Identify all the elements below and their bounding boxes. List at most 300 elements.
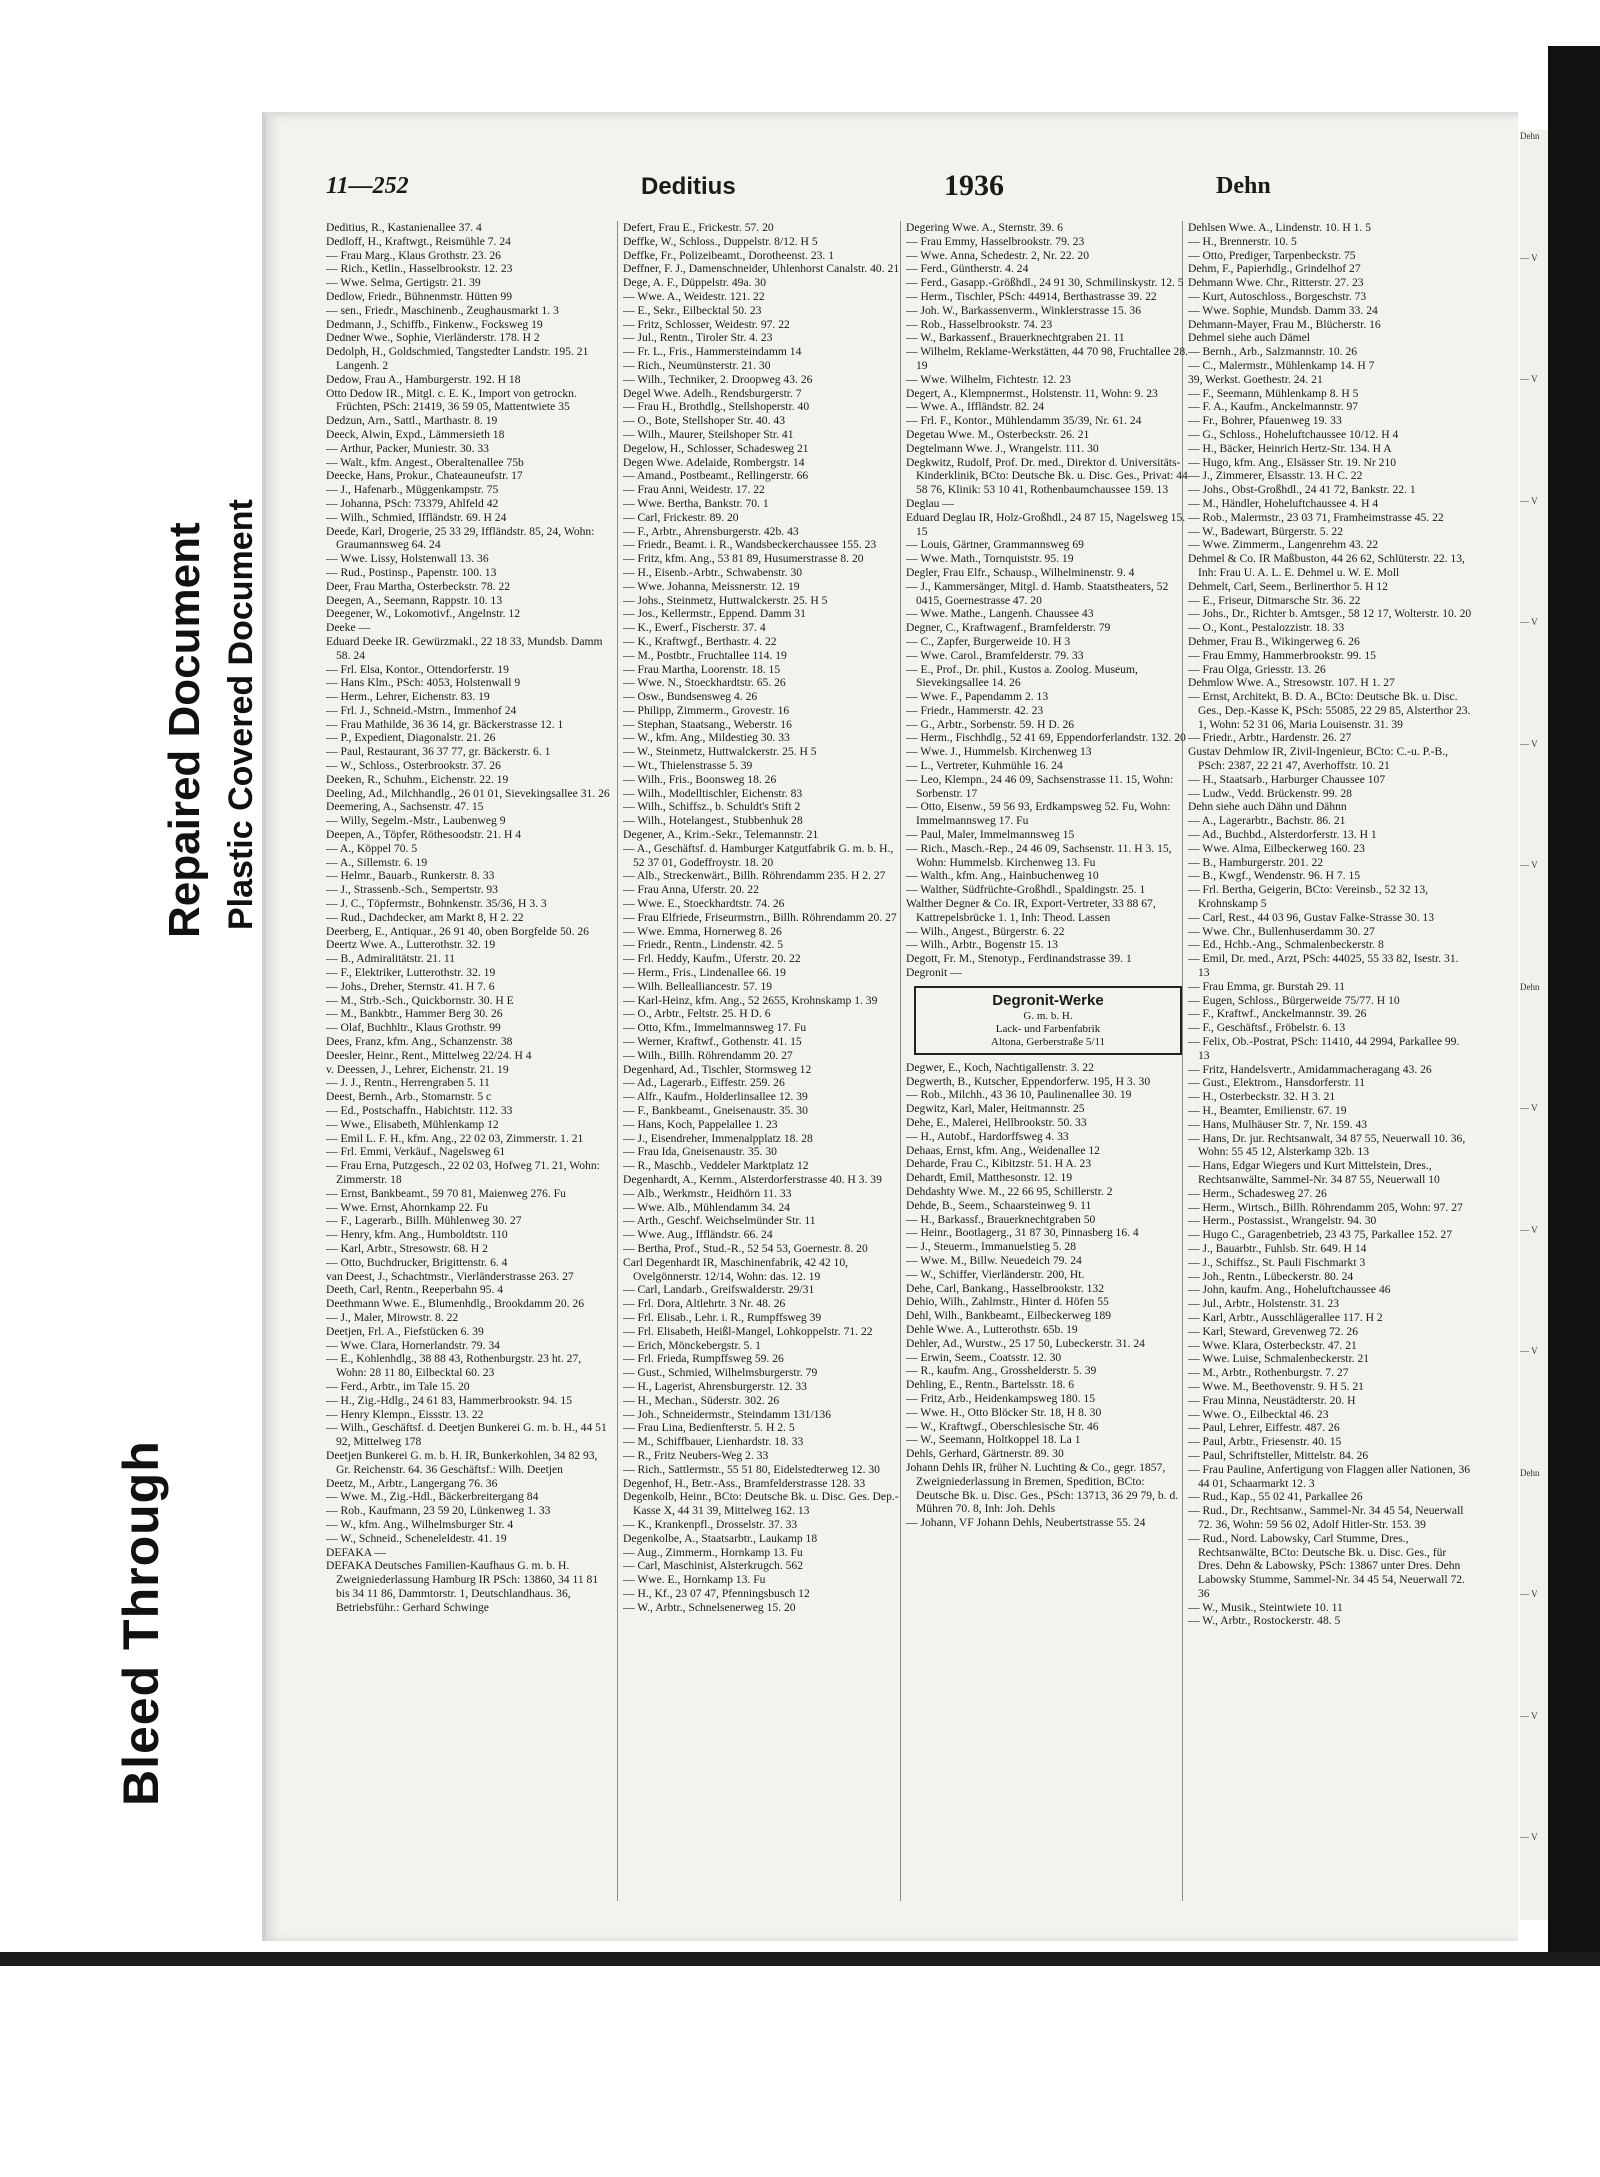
directory-entry: — M., Händler, Hoheluftchaussee 4. H 4 [1188,496,1379,510]
directory-entry: — Wwe. Ernst, Ahornkamp 22. Fu [326,1200,489,1214]
directory-entry: — Erwin, Seem., Coatsstr. 12. 30 [906,1350,1062,1364]
directory-entry: — Heinr., Bootlagerg., 31 87 30, Pinnasberg 16. 4 [906,1226,1139,1240]
directory-entry: — W., kfm. Ang., Wilhelmsburger Str. 4 [326,1517,514,1531]
directory-entry: — Johs., Obst-Großhdl., 24 41 72, Bankstr. 22. 1 [1188,483,1416,497]
directory-entry: Dehmer, Frau B., Wikingerweg 6. 26 [1188,634,1360,648]
directory-entry: Deglau — [906,496,954,510]
directory-entry: — Johanna, PSch: 73379, Ahlfeld 42 [326,496,499,510]
page-header [326,169,1496,213]
directory-entry: — Wwe. Luise, Schmalenbeckerstr. 21 [1188,1352,1370,1366]
directory-entry: — Frau Emmy, Hasselbrookstr. 79. 23 [906,234,1085,248]
directory-entry: — W., kfm. Ang., Mildestieg 30. 33 [623,731,790,745]
directory-entry: Dehn siehe auch Dähn und Dähnn [1188,800,1347,814]
directory-entry: — F., Geschäftsf., Fröbelstr. 6. 13 [1188,1021,1346,1035]
directory-entry: — Arthur, Packer, Muniestr. 30. 33 [326,441,489,455]
fragment-line: — V [1520,1589,1538,1599]
directory-entry: Eduard Deglau IR, Holz-Großhdl., 24 87 15, Nagelsweg 15. 15 [906,510,1186,538]
directory-entry: — Frau Ida, Gneisenaustr. 35. 30 [623,1145,777,1159]
fragment-line: — V [1520,738,1538,749]
directory-entry: — Fritz, Arb., Heidenkampsweg 180. 15 [906,1391,1096,1405]
directory-entry: — J., Bauarbtr., Fuhlsb. Str. 649. H 14 [1188,1241,1367,1255]
directory-entry: — Leo, Klempn., 24 46 09, Sachsenstrasse 11. 15, Wohn: Sorbenstr. 17 [906,772,1174,800]
directory-entry: Dehl, Wilh., Bankbeamt., Eilbeckerweg 189 [906,1309,1112,1323]
directory-entry: — H., Barkassf., Brauerknechtgraben 50 [906,1212,1096,1226]
directory-entry: — Frau Erna, Putzgesch., 22 02 03, Hofweg 71. 21, Wohn: Zimmerstr. 18 [326,1159,600,1186]
directory-entry: Deetz, M., Arbtr., Langergang 76. 36 [326,1476,498,1490]
directory-entry: — Fr., Bohrer, Pfauenweg 19. 33 [1188,414,1342,428]
directory-entry: — Herm., Schadesweg 27. 26 [1188,1186,1327,1200]
directory-entry: — W., Schneid., Scheneleldestr. 41. 19 [326,1531,507,1545]
directory-entry: — Wilh., Arbtr., Bogenstr 15. 13 [906,938,1058,952]
directory-entry: — Osw., Bundsensweg 4. 26 [623,690,758,704]
directory-entry: — Herm., Fischhdlg., 52 41 69, Eppendorferlandstr. 132. 20 [906,731,1186,745]
directory-entry: — G., Schloss., Hoheluftchaussee 10/12. H 4 [1188,427,1399,441]
directory-entry: — Frl. F., Kontor., Mühlendamm 35/39, Nr. 61. 24 [906,414,1142,428]
directory-entry: — Wwe. Wilhelm, Fichtestr. 12. 23 [906,372,1071,386]
directory-entry: Deepen, A., Töpfer, Röthesoodstr. 21. H 4 [326,828,522,842]
directory-entry: Dehaas, Ernst, kfm. Ang., Weidenallee 12 [906,1143,1100,1157]
directory-entry: — O., Bote, Stellshoper Str. 40. 43 [623,414,785,428]
directory-entry: — Wilh., Billh. Röhrendamm 20. 27 [623,1048,793,1062]
directory-entry: — Herm., Fris., Lindenallee 66. 19 [623,966,786,980]
directory-entry: Deeken, R., Schuhm., Eichenstr. 22. 19 [326,772,509,786]
bleed-through-label: Bleed Through [113,1440,169,1806]
directory-entry: — Frl. Frieda, Rumpffsweg 59. 26 [623,1352,784,1366]
directory-entry: — W., Badewart, Bürgerstr. 5. 22 [1188,524,1343,538]
directory-entry: — Philipp, Zimmerm., Grovestr. 16 [623,703,790,717]
fragment-line: — V [1520,1710,1538,1721]
directory-entry: — O., Kont., Pestalozzistr. 18. 33 [1188,621,1345,635]
directory-entry: — Gust., Schmied, Wilhelmsburgerstr. 79 [623,1366,818,1380]
directory-entry: Deeling, Ad., Milchhandlg., 26 01 01, Sievekingsallee 31. 26 [326,786,610,800]
directory-entry: Degen Wwe. Adelaide, Rombergstr. 14 [623,455,805,469]
fragment-line: Dehn [1520,1467,1540,1478]
directory-entry: — Herm., Wirtsch., Billh. Röhrendamm 205, Wohn: 97. 27 [1188,1200,1463,1214]
directory-entry: — Wwe. Klara, Osterbeckstr. 47. 21 [1188,1338,1357,1352]
directory-entry: Deerberg, E., Antiquar., 26 91 40, oben Borgfelde 50. 26 [326,924,589,938]
directory-entry: — Wilh., Techniker, 2. Droopweg 43. 26 [623,372,813,386]
ad-title: Degronit-Werke [992,991,1104,1009]
directory-entry: — Ernst, Architekt, B. D. A., BCto: Deutsche Bk. u. Disc. Ges., Dep.-Kasse K, PSch: 55085, 22 29 85, Alsterthor 23. 1, Wohn: 52 31 06, Maria Louisenstr. 31. 39 [1188,690,1471,731]
directory-entry: — A., Sillemstr. 6. 19 [326,855,428,869]
directory-entry: — M., Postbtr., Fruchtallee 114. 19 [623,648,787,662]
directory-entry: Deede, Karl, Drogerie, 25 33 29, Iffländstr. 85, 24, Wohn: Graumannsweg 64. 24 [326,524,595,552]
directory-entry: — Otto, Buchdrucker, Brigittenstr. 6. 4 [326,1255,508,1269]
directory-entry: — Rob., Hasselbrookstr. 74. 23 [906,317,1053,331]
directory-column-1 [326,221,610,1901]
directory-entry: — Rud., Postinsp., Papenstr. 100. 13 [326,565,497,579]
directory-entry: — Henry, kfm. Ang., Humboldtstr. 110 [326,1228,508,1242]
adjacent-page-edge [1548,46,1600,1952]
directory-entry: — K., Kraftwgf., Berthastr. 4. 22 [623,634,777,648]
directory-entry: — Wwe. J., Hummelsb. Kirchenweg 13 [906,745,1092,759]
directory-entry: — Frl. Elisab., Lehr. i. R., Rumpffsweg 39 [623,1310,822,1324]
fragment-line: — V [1520,860,1538,870]
directory-entry: — Rob., Kaufmann, 23 59 20, Lünkenweg 1. 33 [326,1504,551,1518]
directory-entry: — Joh., Rentn., Lübeckerstr. 80. 24 [1188,1269,1354,1283]
directory-entry: — Walt., kfm. Angest., Oberaltenallee 75b [326,455,524,469]
directory-entry: — Frl. Elisabeth, Heißl-Mangel, Lohkoppelstr. 71. 22 [623,1324,873,1338]
fragment-line: — V [1520,374,1538,384]
directory-entry: — B., Hamburgerstr. 201. 22 [1188,855,1324,869]
directory-entry: — H., Lagerist, Ahrensburgerstr. 12. 33 [623,1379,807,1393]
directory-entry: — Wilh. Bellealliancestr. 57. 19 [623,979,773,993]
page-number: 11—252 [326,173,409,199]
directory-entry: — Wwe. Bertha, Bankstr. 70. 1 [623,496,769,510]
directory-entry: — Amand., Postbeamt., Rellingerstr. 66 [623,469,809,483]
directory-entry: Dehmann Wwe. Chr., Ritterstr. 27. 23 [1188,276,1364,290]
directory-entry: — Stephan, Staatsang., Weberstr. 16 [623,717,792,731]
directory-entry: — W., Steinmetz, Huttwalckerstr. 25. H 5 [623,745,817,759]
directory-entry: — Wwe. A., Weidestr. 121. 22 [623,289,765,303]
directory-entry: — Kurt, Autoschloss., Borgeschstr. 73 [1188,289,1367,303]
directory-entry: — Jos., Kellermstr., Eppend. Damm 31 [623,607,806,621]
directory-entry: — Johs., Dr., Richter b. Amtsger., 58 12 17, Wolterstr. 10. 20 [1188,607,1472,621]
directory-entry: Deetjen, Frl. A., Fiefstücken 6. 39 [326,1324,484,1338]
directory-entry: — Fritz, Schlosser, Weidestr. 97. 22 [623,317,790,331]
directory-entry: DEFAKA Deutsches Familien-Kaufhaus G. m. b. H. Zweigniederlassung Hamburg IR PSch: 13860, 34 11 81 bis 34 11 86, Dammtorstr. 1, Deutschlandhaus. 36, Betriebsführ.: Gerhard Schwinge [326,1559,599,1614]
directory-entry: Deetjen Bunkerei G. m. b. H. IR, Bunkerkohlen, 34 82 93, Gr. Reichenstr. 64. 36 Geschäftsf.: Wilh. Deetjen [326,1448,598,1476]
directory-entry: — J. J., Rentn., Herrengraben 5. 11 [326,1076,490,1090]
directory-entry: — R., kaufm. Ang., Grosshelderstr. 5. 39 [906,1364,1097,1378]
directory-entry: — Wwe. E., Stoeckhardtstr. 74. 26 [623,897,785,911]
directory-entry: — Alb., Streckenwärt., Billh. Röhrendamm 235. H 2. 27 [623,869,886,883]
directory-entry: — Frau Pauline, Anfertigung von Flaggen aller Nationen, 36 44 01, Schaarmarkt 12. 3 [1188,1462,1471,1490]
directory-entry: Deeth, Carl, Rentn., Reeperbahn 95. 4 [326,1283,504,1297]
directory-entry: Dehle Wwe. A., Lutterothstr. 65b. 19 [906,1322,1078,1336]
directory-entry: Deethmann Wwe. E., Blumenhdlg., Brookdamm 20. 26 [326,1297,585,1311]
directory-entry: — Wwe., Elisabeth, Mühlenkamp 12 [326,1117,499,1131]
directory-entry: — Wilh., Maurer, Steilshoper Str. 41 [623,427,794,441]
directory-entry: Dedloff, H., Kraftwgt., Reismühle 7. 24 [326,234,511,248]
directory-entry: Gustav Dehmlow IR, Zivil-Ingenieur, BCto: C.-u. P.-B., PSch: 2387, 22 21 47, Averhoffstr. 10. 21 [1188,745,1449,773]
directory-entry: — Frau Elfriede, Friseurmstrn., Billh. Röhrendamm 20. 27 [623,910,897,924]
directory-entry: — J., Maler, Mirowstr. 8. 22 [326,1310,459,1324]
directory-entry: Dehmelt, Carl, Seem., Berlinerthor 5. H 12 [1188,579,1388,593]
directory-entry: — Wwe. M., Billw. Neuedeich 79. 24 [906,1253,1082,1267]
directory-entry: — Frau Marg., Klaus Grothstr. 23. 26 [326,248,501,262]
directory-entry: Dehmel & Co. IR Maßbuston, 44 26 62, Schlüterstr. 22. 13, Inh: Frau U. A. L. E. Dehmel u. W. E. Moll [1188,552,1465,579]
directory-entry: — Herm., Tischler, PSch: 44914, Berthastrasse 39. 22 [906,289,1157,303]
directory-entry: Degenkolbe, A., Staatsarbtr., Laukamp 18 [623,1531,818,1545]
directory-entry: — Friedr., Beamt. i. R., Wandsbeckerchaussee 155. 23 [623,538,877,552]
directory-entry: Deffke, W., Schloss., Duppelstr. 8/12. H 5 [623,234,818,248]
directory-entry: — F., Seemann, Mühlenkamp 8. H 5 [1188,386,1359,400]
directory-entry: — Rich., Masch.-Rep., 24 46 09, Sachsenstr. 11. H 3. 15, Wohn: Hummelsb. Kirchenweg 13. Fu [906,841,1172,869]
directory-entry: Degenkolb, Heinr., BCto: Deutsche Bk. u. Disc. Ges. Dep.-Kasse X, 44 31 39, Mittelweg 162. 13 [623,1490,899,1518]
directory-entry: — Rob., Milchh., 43 36 10, Paulinenallee 30. 19 [906,1088,1132,1102]
directory-entry: — M., Bankbtr., Hammer Berg 30. 26 [326,1007,503,1021]
directory-entry: — Gust., Elektrom., Hansdorferstr. 11 [1188,1076,1365,1090]
directory-entry: — Jul., Arbtr., Holstenstr. 31. 23 [1188,1297,1340,1311]
directory-entry: — Emil, Dr. med., Arzt, PSch: 44025, 55 33 82, Isestr. 31. 13 [1188,952,1459,980]
directory-entry: — Paul, Maler, Immelmannsweg 15 [906,828,1075,842]
directory-entry: — Karl, Steward, Grevenweg 72. 26 [1188,1324,1358,1338]
directory-entry: — Carl, Frickestr. 89. 20 [623,510,739,524]
directory-entry: — Friedr., Rentn., Lindenstr. 42. 5 [623,938,784,952]
directory-entry: — Rich., Neumünsterstr. 21. 30 [623,358,771,372]
directory-entry: — Wwe. Alb., Mühlendamm 34. 24 [623,1200,790,1214]
directory-entry: — Paul, Restaurant, 36 37 77, gr. Bäckerstr. 6. 1 [326,745,551,759]
directory-entry: — H., Beamter, Emilienstr. 67. 19 [1188,1104,1347,1117]
directory-entry: — Jul., Rentn., Tiroler Str. 4. 23 [623,331,773,345]
degronit-advertisement [914,986,1182,1055]
directory-entry: — Erich, Mönckebergstr. 5. 1 [623,1338,761,1352]
directory-entry: — Wilh., Schiffsz., b. Schuldt's Stift 2 [623,800,801,814]
directory-entry: v. Deessen, J., Lehrer, Eichenstr. 21. 19 [326,1062,509,1076]
directory-entry: — H., Autobf., Hardorffsweg 4. 33 [906,1129,1069,1143]
directory-entry: Degwitz, Karl, Maler, Heitmannstr. 25 [906,1102,1085,1116]
directory-entry: — John, kaufm. Ang., Hoheluftchaussee 46 [1188,1283,1391,1297]
directory-entry: — Emil L. F. H., kfm. Ang., 22 02 03, Zimmerstr. 1. 21 [326,1131,584,1145]
directory-entry: — Carl, Landarb., Greifswalderstr. 29/31 [623,1283,815,1297]
directory-entry: — M., Schiffbauer, Lienhardstr. 18. 33 [623,1435,804,1449]
directory-entry: — Wwe. O., Eilbecktal 46. 23 [1188,1407,1329,1421]
directory-entry: — Hans, Dr. jur. Rechtsanwalt, 34 87 55, Neuerwall 10. 36, Wohn: 55 45 12, Alsterkamp 32b. 13 [1188,1131,1466,1159]
directory-entry: — Joh., Schneidermstr., Steindamm 131/136 [623,1407,832,1421]
directory-entry: — J., Strassenb.-Sch., Sempertstr. 93 [326,883,498,897]
directory-entry: — H., Kf., 23 07 47, Pfenningsbusch 12 [623,1586,810,1600]
directory-entry: DEFAKA — [326,1545,387,1559]
directory-entry: — Arth., Geschf. Weichselmünder Str. 11 [623,1214,816,1228]
fragment-line: — V [1520,1832,1538,1842]
directory-entry: — Frau Martha, Loorenstr. 18. 15 [623,662,781,676]
directory-entry: Degner, C., Kraftwagenf., Bramfelderstr. 79 [906,621,1111,635]
directory-entry: — Rud., Nord. Labowsky, Carl Stumme, Dres., Rechtsanwälte, BCto: Deutsche Bk. u. Disc. Ges., für Dres. Dehn & Labowsky, PSch: 13867 unter Dres. Dehn Labowsky Stumme, Sammel-Nr. 34 45 54, Neuerwall 72. 36 [1188,1531,1465,1600]
directory-entry: — Wwe. Emma, Hornerweg 8. 26 [623,924,782,938]
directory-entry: Dehmel siehe auch Dämel [1188,331,1311,345]
ad-subtitle: G. m. b. H. [1023,1009,1073,1022]
directory-entry: — Paul, Arbtr., Friesenstr. 40. 15 [1188,1435,1342,1449]
directory-entry: — Otto, Eisenw., 59 56 93, Erdkampsweg 52. Fu, Wohn: Immelmannsweg 17. Fu [906,800,1171,828]
directory-entry: — Alb., Werkmstr., Heidhörn 11. 33 [623,1186,792,1200]
directory-entry: Dehdashty Wwe. M., 22 66 95, Schillerstr. 2 [906,1185,1113,1198]
directory-entry: — Fr. L., Fris., Hammersteindamm 14 [623,345,802,359]
directory-entry: — W., Seemann, Holtkoppel 18. La 1 [906,1433,1081,1447]
directory-entry: — F., Lagerarb., Billh. Mühlenweg 30. 27 [326,1214,522,1228]
directory-entry: — Frau H., Brothdlg., Stellshoperstr. 40 [623,400,810,414]
directory-entry: — Friedr., Hammerstr. 42. 23 [906,703,1044,717]
directory-entry: Dehling, E., Rentn., Bartelsstr. 18. 6 [906,1378,1075,1392]
directory-entry: Dehler, Ad., Wurstw., 25 17 50, Lubeckerstr. 31. 24 [906,1336,1145,1350]
directory-entry: Dedzun, Arn., Sattl., Marthastr. 8. 19 [326,414,498,428]
directory-entry: — Wilh., Schmied, Iffländstr. 69. H 24 [326,510,507,524]
directory-entry: van Deest, J., Schachtmstr., Vierländerstrasse 263. 27 [326,1269,574,1283]
directory-entry: — C., Zapfer, Burgerweide 10. H 3 [906,634,1071,648]
directory-entry: 39, Werkst. Goethestr. 24. 21 [1188,372,1323,386]
directory-entry: — Frau Minna, Neustädterstr. 20. H [1188,1393,1356,1407]
directory-entry: — J., Steuerm., Immanuelstieg 5. 28 [906,1240,1077,1254]
directory-entry: Dedolph, H., Goldschmied, Tangstedter Landstr. 195. 21 Langenh. 2 [326,345,589,372]
directory-entry: — Herm., Postassist., Wrangelstr. 94. 30 [1188,1214,1377,1228]
directory-entry: — A., Köppel 70. 5 [326,841,418,855]
directory-entry: — Joh. W., Barkassenverm., Winklerstrasse 15. 36 [906,303,1142,317]
directory-entry: Otto Dedow IR., Mitgl. c. E. K., Import von getrockn. Früchten, PSch: 21419, 36 59 05, Mattentwiete 35 [326,386,577,414]
directory-entry: — Walth., kfm. Ang., Hainbuchenweg 10 [906,869,1099,883]
directory-entry: — J., Schiffsz., St. Pauli Fischmarkt 3 [1188,1255,1366,1269]
directory-entry: Degel Wwe. Adelh., Rendsburgerstr. 7 [623,386,802,400]
directory-entry: — Wwe. Alma, Eilbeckerweg 160. 23 [1188,841,1365,855]
next-page-fragment [1520,130,1548,1920]
fragment-line: Dehn [1520,131,1540,141]
directory-entry: — Wwe. Aug., Iffländstr. 66. 24 [623,1228,773,1242]
directory-entry: — Wwe. E., Hornkamp 13. Fu [623,1573,766,1587]
directory-entry: — Wwe. Math., Tornquiststr. 95. 19 [906,552,1074,566]
directory-entry: — A., Lagerarbtr., Bachstr. 86. 21 [1188,814,1346,828]
directory-entry: — Otto, Prediger, Tarpenbeckstr. 75 [1188,248,1356,262]
directory-entry: — Frl. Elsa, Kontor., Ottendorferstr. 19 [326,662,509,676]
directory-entry: — R., Maschb., Veddeler Marktplatz 12 [623,1159,809,1173]
header-left-word: Deditius [641,173,736,200]
directory-entry: — F., Arbtr., Ahrensburgerstr. 42b. 43 [623,524,799,538]
directory-entry: — Ad., Buchbd., Alsterdorferstr. 13. H 1 [1188,828,1377,842]
directory-entry: — Wwe. M., Beethovenstr. 9. H 5. 21 [1188,1379,1364,1393]
directory-entry: — Friedr., Arbtr., Hardenstr. 26. 27 [1188,731,1352,745]
directory-entry: — K., Ewerf., Fischerstr. 37. 4 [623,621,766,635]
directory-entry: Dehmann-Mayer, Frau M., Blücherstr. 16 [1188,317,1381,331]
directory-entry: — E., Kohlenhdlg., 38 88 43, Rothenburgstr. 23 ht. 27, Wohn: 28 11 80, Eilbecktal 60. 23 [326,1352,582,1380]
fragment-line: — V [1520,1224,1538,1235]
directory-column-3 [906,221,1190,1901]
directory-entry: — sen., Friedr., Maschinenb., Zeughausmarkt 1. 3 [326,303,559,317]
directory-entry: — Wilh., Fris., Boonsweg 18. 26 [623,772,777,786]
directory-entry: — Wilh., Modelltischler, Eichenstr. 83 [623,786,803,800]
directory-entry: — Frl. J., Schneid.-Mstrn., Immenhof 24 [326,703,517,717]
header-right-word: Dehn [1216,173,1271,199]
directory-entry: — Otto, Kfm., Immelmannsweg 17. Fu [623,1021,807,1035]
directory-entry: — O., Arbtr., Feltstr. 25. H D. 6 [623,1007,771,1021]
directory-entry: Degelow, H., Schlosser, Schadesweg 21 [623,441,809,455]
directory-entry: — Olaf, Buchhltr., Klaus Grothstr. 99 [326,1021,501,1035]
directory-entry: — Frau Anna, Uferstr. 20. 22 [623,883,759,897]
directory-entry: — Rud., Dr., Rechtsanw., Sammel-Nr. 34 45 54, Neuerwall 72. 36, Wohn: 59 56 02, Adolf Hitler-Str. 153. 39 [1188,1504,1464,1531]
fragment-line: — V [1520,252,1538,263]
directory-entry: — Fritz, Handelsvertr., Amidammacheragang 43. 26 [1188,1062,1432,1076]
directory-entry: Dehlsen Wwe. A., Lindenstr. 10. H 1. 5 [1188,221,1372,234]
directory-entry: Dedow, Frau A., Hamburgerstr. 192. H 18 [326,372,521,386]
directory-entry: — Wwe. Mathe., Langenh. Chaussee 43 [906,607,1094,621]
directory-entry: Deditius, R., Kastanienallee 37. 4 [326,221,482,234]
directory-entry: Dege, A. F., Düppelstr. 49a. 30 [623,276,767,290]
directory-entry: — J., Zimmerer, Elsasstr. 13. H C. 22 [1188,469,1363,483]
directory-entry: — Ludw., Vedd. Brückenstr. 99. 28 [1188,786,1352,800]
directory-entry: Dehe, Carl, Bankang., Hasselbrookstr. 132 [906,1281,1105,1295]
directory-entry: — R., Fritz Neubers-Weg 2. 33 [623,1448,769,1462]
directory-entry: — Helmr., Bauarb., Runkerstr. 8. 33 [326,869,495,883]
directory-entry: — Wwe. Zimmerm., Langenrehm 43. 22 [1188,538,1379,552]
directory-entry: Johann Dehls IR, früher N. Luchting & Co., gegr. 1857, Zweigniederlassung in Bremen, Spedition, BCto: Deutsche Bk. u. Disc. Ges., PSch: 13713, 36 29 79, b. d. Mühren 70. 8, Inh: Joh. Dehls [906,1460,1179,1516]
directory-entry: — W., Arbtr., Schnelsenerweg 15. 20 [623,1600,796,1614]
directory-entry: — Hans Klm., PSch: 4053, Holstenwall 9 [326,676,521,690]
header-year: 1936 [944,169,1004,202]
directory-entry: — Ed., Postschaffn., Habichtstr. 112. 33 [326,1104,513,1117]
directory-entry: Degler, Frau Elfr., Schausp., Wilhelminenstr. 9. 4 [906,565,1135,579]
repaired-document-label: Repaired Document [160,522,209,938]
directory-entry: — Carl, Rest., 44 03 96, Gustav Falke-Strasse 30. 13 [1188,910,1435,924]
directory-entry: — Wwe. Lissy, Holstenwall 13. 36 [326,552,489,566]
directory-entry: — Wwe. Selma, Gertigstr. 21. 39 [326,276,481,290]
directory-entry: — W., Barkassenf., Brauerknechtgraben 21. 11 [906,331,1125,345]
directory-entry: Dedlow, Friedr., Bühnenmstr. Hütten 99 [326,289,513,303]
directory-entry: — Wwe. M., Zig.-Hdl., Bäckerbreitergang 84 [326,1490,539,1504]
directory-entry: Dehio, Wilh., Zahlmstr., Hinter d. Höfen 55 [906,1295,1109,1309]
directory-entry: — Frau Emma, gr. Burstah 29. 11 [1188,979,1346,993]
directory-entry: — Hugo, kfm. Ang., Elsässer Str. 19. Nr 210 [1188,455,1397,469]
directory-entry: Carl Degenhardt IR, Maschinenfabrik, 42 42 10, Ovelgönnerstr. 12/14, Wohn: das. 12. 19 [623,1255,849,1283]
directory-entry: — Wilh., Geschäftsf. d. Deetjen Bunkerei G. m. b. H., 44 51 92, Mittelweg 178 [326,1421,607,1449]
directory-entry: — H., Mechan., Süderstr. 302. 26 [623,1393,780,1407]
directory-entry: Degott, Fr. M., Stenotyp., Ferdinandstrasse 39. 1 [906,952,1132,966]
directory-entry: Deegen, A., Seemann, Rappstr. 10. 13 [326,593,503,607]
directory-entry: — Wwe. A., Iffländstr. 82. 24 [906,400,1045,414]
directory-entry: Degwer, E., Koch, Nachtigallenstr. 3. 22 [906,1060,1094,1074]
directory-column-4 [1188,221,1472,1901]
directory-entry: — F., Bankbeamt., Gneisenaustr. 35. 30 [623,1104,808,1117]
directory-entry: — Wilh., Hotelangest., Stubbenhuk 28 [623,814,803,828]
directory-entry: Deeck, Alwin, Expd., Lämmersieth 18 [326,427,505,441]
fragment-line: — V [1520,1103,1538,1113]
directory-entry: — Johs., Steinmetz, Huttwalckerstr. 25. H 5 [623,593,828,607]
directory-entry: — Frau Anni, Weidestr. 17. 22 [623,483,765,497]
directory-entry: — Wwe. Johanna, Meissnerstr. 12. 19 [623,579,800,593]
directory-entry: — H., Zig.-Hdlg., 24 61 83, Hammerbrookstr. 94. 15 [326,1393,573,1407]
directory-entry: — H., Osterbeckstr. 32. H 3. 21 [1188,1090,1336,1104]
directory-entry: Dehe, E., Malerei, Hellbrookstr. 50. 33 [906,1116,1087,1130]
directory-entry: — Frau Emmy, Hammerbrookstr. 99. 15 [1188,648,1376,662]
directory-entry: — Carl, Maschinist, Alsterkrugch. 562 [623,1559,804,1573]
directory-entry: — Frl. Emmi, Verkäuf., Nagelsweg 61 [326,1145,506,1159]
directory-entry: — Werner, Kraftwf., Gothenstr. 41. 15 [623,1035,802,1049]
directory-entry: Dees, Franz, kfm. Ang., Schanzenstr. 38 [326,1035,513,1049]
directory-entry: Degering Wwe. A., Sternstr. 39. 6 [906,221,1063,234]
directory-entry: — Henry Klempn., Eissstr. 13. 22 [326,1407,484,1421]
directory-entry: — B., Admiralitätstr. 21. 11 [326,952,456,966]
directory-entry: — J. C., Töpfermstr., Bohnkenstr. 35/36, H 3. 3 [326,897,547,911]
directory-entry: — J., Eisendreher, Immenalpplatz 18. 28 [623,1131,813,1145]
column-divider [617,221,618,1901]
directory-entry: — Eugen, Schloss., Bürgerweide 75/77. H 10 [1188,993,1400,1007]
directory-entry: Degert, A., Klempnermst., Holstenstr. 11, Wohn: 9. 23 [906,386,1158,400]
directory-entry: Degkwitz, Rudolf, Prof. Dr. med., Direktor d. Universitäts-Kinderklinik, BCto: Deutsche Bk. u. Disc. Ges., Privat: 44 58 76, Klinik: 53 10 41, Rothenbaumchaussee 159. 13 [906,455,1188,497]
directory-entry: — Ferd., Arbtr., im Tale 15. 20 [326,1379,470,1393]
directory-entry: — C., Malermstr., Mühlenkamp 14. H 7 [1188,358,1375,372]
directory-entry: — Ferd., Güntherstr. 4. 24 [906,262,1029,276]
fragment-line: Dehn [1520,981,1540,992]
directory-entry: — Frau Olga, Griesstr. 13. 26 [1188,662,1326,676]
directory-entry: — Wwe. N., Stoeckhardtstr. 65. 26 [623,676,786,690]
directory-entry: — W., Schloss., Osterbrookstr. 37. 26 [326,759,501,773]
directory-entry: — B., Kwgf., Wendenstr. 96. H 7. 15 [1188,869,1361,883]
directory-entry: — W., Schiffer, Vierländerstr. 200, Ht. [906,1267,1085,1281]
directory-entry: — Frl. Dora, Altlehrtr. 3 Nr. 48. 26 [623,1297,786,1311]
directory-entry: — Wilh., Angest., Bürgerstr. 6. 22 [906,924,1065,938]
directory-entry: Dehardt, Emil, Matthesonstr. 12. 19 [906,1171,1073,1185]
directory-entry: — Wwe. H., Otto Blöcker Str. 18, H 8. 30 [906,1405,1102,1419]
directory-entry: — Felix, Ob.-Postrat, PSch: 11410, 44 2994, Parkallee 99. 13 [1188,1035,1460,1062]
directory-entry: — E., Prof., Dr. phil., Kustos a. Zoolog. Museum, Sievekingsallee 14. 26 [906,662,1138,690]
directory-entry: — Hugo C., Garagenbetrieb, 23 43 75, Parkallee 152. 27 [1188,1228,1453,1242]
plastic-covered-label: Plastic Covered Document [222,499,260,930]
directory-entry: Degronit — [906,966,962,980]
directory-entry: — Wilhelm, Reklame-Werkstätten, 44 70 98, Fruchtallee 28. 19 [906,345,1189,372]
directory-entry: — H., Bäcker, Heinrich Hertz-Str. 134. H A [1188,441,1392,455]
directory-entry: — E., Sekr., Eilbecktal 50. 23 [623,303,762,317]
directory-entry: — W., Arbtr., Rostockerstr. 48. 5 [1188,1614,1341,1628]
directory-entry: — Rob., Malermstr., 23 03 71, Framheimstrasse 45. 22 [1188,510,1444,524]
directory-entry: — Karl-Heinz, kfm. Ang., 52 2655, Krohnskamp 1. 39 [623,993,878,1007]
scan-bottom-edge [0,1952,1600,1966]
directory-entry: Degwerth, B., Kutscher, Eppendorferw. 195, H 3. 30 [906,1074,1151,1088]
